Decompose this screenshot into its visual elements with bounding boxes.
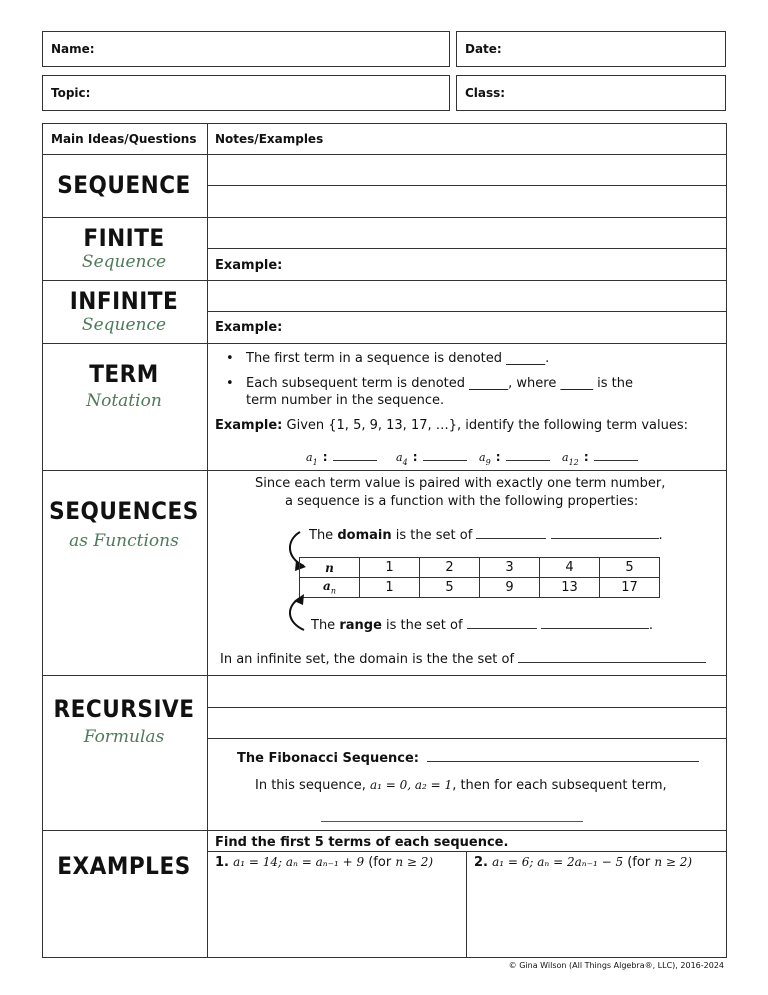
examples-divider [207,851,727,852]
section-divider [42,217,727,218]
table-cell: 1 [360,578,420,598]
main-ideas-header: Main Ideas/Questions [51,132,197,146]
date-field[interactable] [456,31,726,67]
section-divider [42,280,727,281]
copyright-footer: © Gina Wilson (All Things Algebra®, LLC), 2016-2024 [508,961,724,970]
table-cell: 4 [540,558,600,578]
infinite-subtitle: Sequence [81,315,167,335]
name-field[interactable] [42,31,450,67]
table-cell: 17 [600,578,660,598]
section-divider [42,830,727,831]
term-value-1: $a_1$ : [306,446,377,467]
infinite-title: INFINITE [69,287,179,315]
recursive-title: RECURSIVE [53,695,195,723]
writing-line [207,185,727,186]
name-label: Name: [51,42,95,56]
finite-title: FINITE [83,224,165,252]
table-cell: 9 [480,578,540,598]
term-bullet-1: The first term in a sequence is denoted ______. [246,351,550,366]
term-example-text: Given {1, 5, 9, 13, 17, …}, identify the following term values: [286,418,688,433]
section-divider [42,675,727,676]
header-divider [42,154,727,155]
examples-column-divider [466,851,467,958]
examples-title: EXAMPLES [57,852,191,880]
functions-intro-1: Since each term value is paired with exactly one term number, [255,476,666,491]
term-subtitle: Notation [86,391,162,411]
infinite-example-label: Example: [215,320,283,335]
writing-line [207,311,727,312]
writing-line [207,738,727,739]
recursive-subtitle: Formulas [83,727,165,747]
term-bullet-2: Each subsequent term is denoted ______, where _____ is the [246,376,633,391]
term-title: TERM [89,360,159,388]
class-field[interactable] [456,75,726,111]
term-bullet-2b: term number in the sequence. [246,393,445,408]
notes-header: Notes/Examples [215,132,324,146]
class-label: Class: [465,86,506,100]
table-cell: 13 [540,578,600,598]
row-header-an: $a_n$ [300,578,360,598]
table-cell: 3 [480,558,540,578]
finite-subtitle: Sequence [81,252,167,272]
bullet-icon: • [226,376,234,391]
term-example-label: Example: [215,418,283,433]
writing-line [207,248,727,249]
table-row [300,578,660,598]
bullet-icon: • [226,351,234,366]
term-value-12: $a_{12}$ : [562,446,638,467]
section-divider [42,470,727,471]
row-header-n: n [300,558,360,578]
term-value-4: $a_4$ : [396,446,467,467]
table-cell: 1 [360,558,420,578]
functions-title: SEQUENCES [49,497,199,525]
example-1: 1. a₁ = 14; aₙ = aₙ₋₁ + 9 (for n ≥ 2) [215,855,434,870]
topic-label: Topic: [51,86,91,100]
examples-instruction: Find the first 5 terms of each sequence. [215,835,509,850]
table-cell: 2 [420,558,480,578]
range-line: The range is the set of . [311,618,653,633]
functions-intro-2: a sequence is a function with the following properties: [285,494,639,509]
section-divider [42,343,727,344]
table-cell: 5 [420,578,480,598]
fibonacci-label: The Fibonacci Sequence: [237,751,419,766]
table-cell: 5 [600,558,660,578]
writing-line [207,707,727,708]
example-2: 2. a₁ = 6; aₙ = 2aₙ₋₁ − 5 (for n ≥ 2) [474,855,693,870]
functions-subtitle: as Functions [69,531,179,551]
sequence-table [299,557,660,598]
term-value-9: $a_9$ : [479,446,550,467]
infinite-domain-line: In an infinite set, the domain is the the set of [220,651,706,667]
table-row [300,558,660,578]
topic-field[interactable] [42,75,450,111]
domain-line: The domain is the set of . [309,528,663,543]
date-label: Date: [465,42,502,56]
term-example [215,418,688,433]
sequence-title: SEQUENCE [57,171,191,199]
finite-example-label: Example: [215,258,283,273]
fibonacci-line [237,750,699,766]
fibonacci-text: In this sequence, a₁ = 0, a₂ = 1, then for each subsequent term, [255,778,667,793]
writing-line [321,821,583,822]
